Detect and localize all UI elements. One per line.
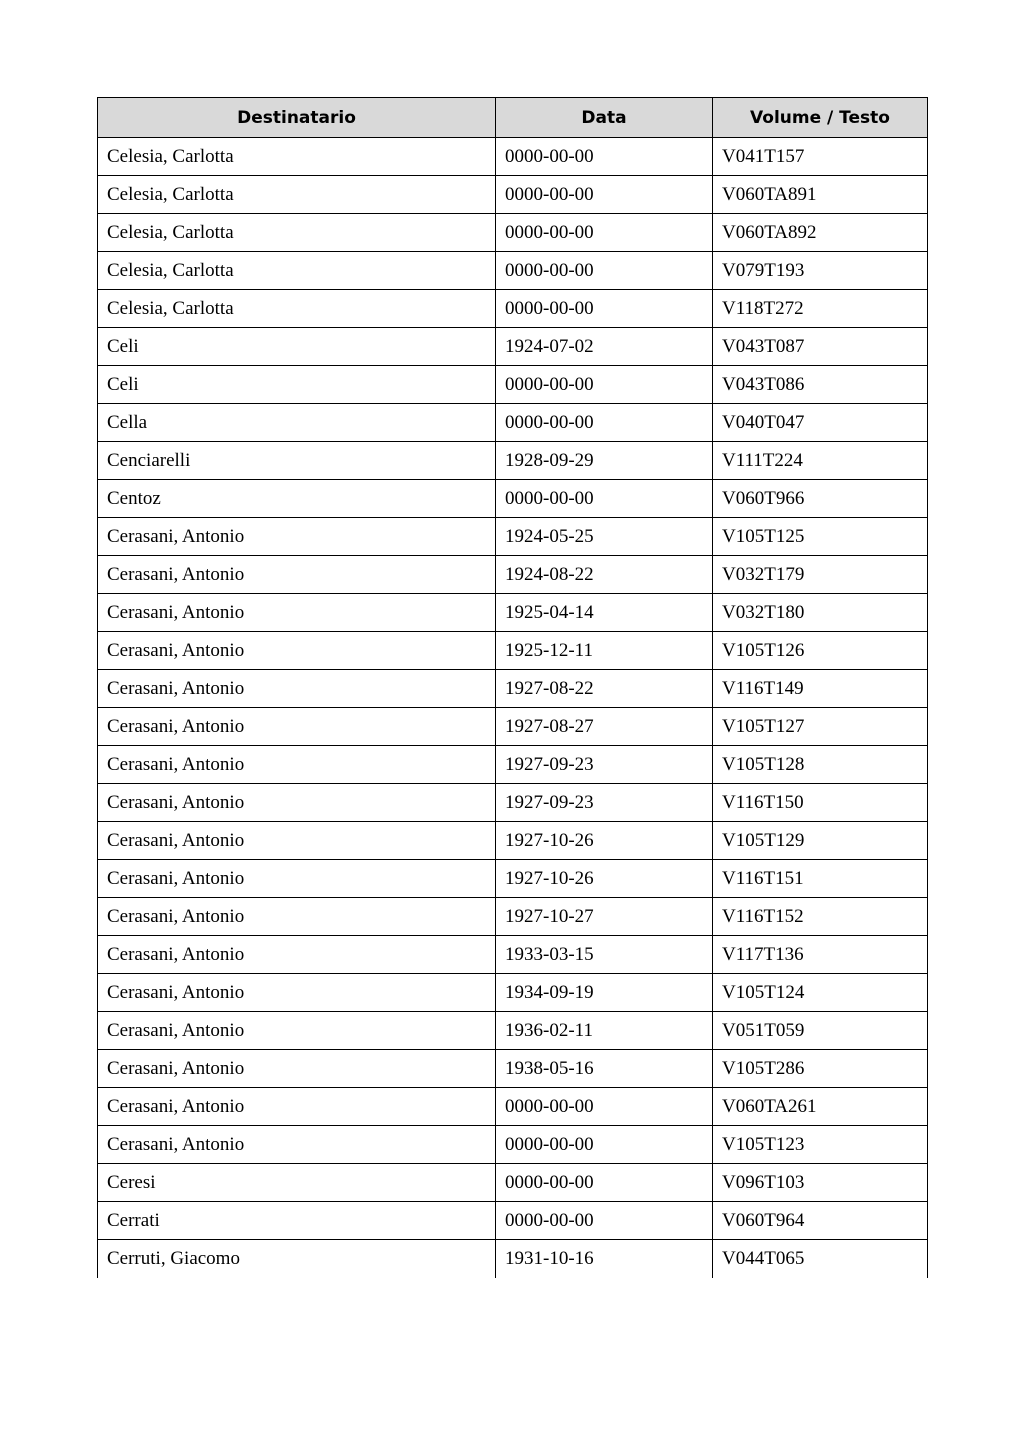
cell-date: 1927-08-27 [496, 708, 713, 746]
cell-date: 1927-10-27 [496, 898, 713, 936]
cell-volume-text: V105T123 [713, 1126, 928, 1164]
cell-volume-text: V032T180 [713, 594, 928, 632]
cell-date: 1934-09-19 [496, 974, 713, 1012]
cell-recipient: Cella [98, 404, 496, 442]
cell-date: 0000-00-00 [496, 1202, 713, 1240]
table-row [98, 556, 928, 594]
cell-date: 0000-00-00 [496, 1126, 713, 1164]
table-row [98, 1240, 928, 1278]
cell-volume-text: V105T286 [713, 1050, 928, 1088]
cell-date: 1925-04-14 [496, 594, 713, 632]
cell-volume-text: V044T065 [713, 1240, 928, 1278]
table-row [98, 898, 928, 936]
table-row [98, 974, 928, 1012]
cell-recipient: Celesia, Carlotta [98, 138, 496, 176]
cell-date: 0000-00-00 [496, 404, 713, 442]
cell-recipient: Cerasani, Antonio [98, 1126, 496, 1164]
table-row [98, 404, 928, 442]
table-row [98, 214, 928, 252]
cell-date: 1924-07-02 [496, 328, 713, 366]
cell-date: 1924-08-22 [496, 556, 713, 594]
cell-date: 0000-00-00 [496, 366, 713, 404]
cell-date: 1925-12-11 [496, 632, 713, 670]
cell-recipient: Cerasani, Antonio [98, 936, 496, 974]
cell-volume-text: V060T964 [713, 1202, 928, 1240]
cell-volume-text: V117T136 [713, 936, 928, 974]
cell-volume-text: V116T149 [713, 670, 928, 708]
table-row [98, 670, 928, 708]
cell-recipient: Cerruti, Giacomo [98, 1240, 496, 1278]
records-table [97, 97, 928, 1278]
table-header [98, 98, 928, 138]
cell-volume-text: V032T179 [713, 556, 928, 594]
table-row [98, 632, 928, 670]
table-row [98, 1050, 928, 1088]
cell-volume-text: V060TA261 [713, 1088, 928, 1126]
table-row [98, 708, 928, 746]
cell-recipient: Cerasani, Antonio [98, 974, 496, 1012]
cell-date: 0000-00-00 [496, 252, 713, 290]
cell-volume-text: V051T059 [713, 1012, 928, 1050]
cell-date: 0000-00-00 [496, 138, 713, 176]
cell-recipient: Celesia, Carlotta [98, 176, 496, 214]
cell-date: 0000-00-00 [496, 214, 713, 252]
cell-volume-text: V079T193 [713, 252, 928, 290]
table-body [98, 138, 928, 1278]
cell-date: 1927-10-26 [496, 860, 713, 898]
cell-date: 0000-00-00 [496, 1164, 713, 1202]
table-row [98, 366, 928, 404]
cell-volume-text: V118T272 [713, 290, 928, 328]
cell-date: 0000-00-00 [496, 480, 713, 518]
table-row [98, 746, 928, 784]
cell-recipient: Cerasani, Antonio [98, 1012, 496, 1050]
table-row [98, 442, 928, 480]
cell-recipient: Cerasani, Antonio [98, 898, 496, 936]
table-row [98, 176, 928, 214]
cell-volume-text: V105T124 [713, 974, 928, 1012]
cell-recipient: Cenciarelli [98, 442, 496, 480]
table-row [98, 480, 928, 518]
cell-date: 0000-00-00 [496, 290, 713, 328]
table-row [98, 518, 928, 556]
cell-volume-text: V060TA892 [713, 214, 928, 252]
cell-recipient: Cerasani, Antonio [98, 860, 496, 898]
cell-recipient: Cerasani, Antonio [98, 822, 496, 860]
header-volume-text: Volume / Testo [713, 98, 928, 138]
table-row [98, 1012, 928, 1050]
header-date: Data [496, 98, 713, 138]
cell-recipient: Cerasani, Antonio [98, 708, 496, 746]
cell-date: 0000-00-00 [496, 176, 713, 214]
cell-volume-text: V116T151 [713, 860, 928, 898]
cell-date: 1924-05-25 [496, 518, 713, 556]
cell-recipient: Celesia, Carlotta [98, 290, 496, 328]
table-row [98, 1088, 928, 1126]
table-row [98, 1202, 928, 1240]
cell-date: 1936-02-11 [496, 1012, 713, 1050]
cell-volume-text: V041T157 [713, 138, 928, 176]
table-row [98, 860, 928, 898]
cell-recipient: Cerasani, Antonio [98, 632, 496, 670]
cell-volume-text: V111T224 [713, 442, 928, 480]
cell-recipient: Cerasani, Antonio [98, 1050, 496, 1088]
table-row [98, 328, 928, 366]
cell-volume-text: V105T127 [713, 708, 928, 746]
cell-recipient: Celesia, Carlotta [98, 252, 496, 290]
cell-date: 1931-10-16 [496, 1240, 713, 1278]
cell-recipient: Centoz [98, 480, 496, 518]
cell-recipient: Cerasani, Antonio [98, 518, 496, 556]
cell-recipient: Cerasani, Antonio [98, 784, 496, 822]
cell-volume-text: V043T087 [713, 328, 928, 366]
cell-date: 1933-03-15 [496, 936, 713, 974]
cell-date: 1928-09-29 [496, 442, 713, 480]
cell-recipient: Ceresi [98, 1164, 496, 1202]
table-row [98, 822, 928, 860]
cell-volume-text: V105T126 [713, 632, 928, 670]
cell-recipient: Celi [98, 328, 496, 366]
cell-recipient: Cerasani, Antonio [98, 746, 496, 784]
table-row [98, 1126, 928, 1164]
cell-volume-text: V105T128 [713, 746, 928, 784]
cell-volume-text: V105T125 [713, 518, 928, 556]
cell-volume-text: V116T152 [713, 898, 928, 936]
table-row [98, 138, 928, 176]
cell-recipient: Cerasani, Antonio [98, 670, 496, 708]
cell-date: 1927-10-26 [496, 822, 713, 860]
table-row [98, 252, 928, 290]
header-recipient: Destinatario [98, 98, 496, 138]
cell-volume-text: V060T966 [713, 480, 928, 518]
cell-volume-text: V040T047 [713, 404, 928, 442]
cell-date: 0000-00-00 [496, 1088, 713, 1126]
header-row [98, 98, 928, 138]
cell-recipient: Cerasani, Antonio [98, 594, 496, 632]
cell-date: 1938-05-16 [496, 1050, 713, 1088]
cell-date: 1927-09-23 [496, 784, 713, 822]
cell-recipient: Celesia, Carlotta [98, 214, 496, 252]
cell-volume-text: V060TA891 [713, 176, 928, 214]
cell-volume-text: V116T150 [713, 784, 928, 822]
table-row [98, 936, 928, 974]
cell-recipient: Cerasani, Antonio [98, 556, 496, 594]
cell-recipient: Celi [98, 366, 496, 404]
table-row [98, 290, 928, 328]
cell-recipient: Cerrati [98, 1202, 496, 1240]
cell-date: 1927-09-23 [496, 746, 713, 784]
cell-volume-text: V043T086 [713, 366, 928, 404]
cell-volume-text: V096T103 [713, 1164, 928, 1202]
table-row [98, 784, 928, 822]
cell-date: 1927-08-22 [496, 670, 713, 708]
table-row [98, 594, 928, 632]
table-row [98, 1164, 928, 1202]
cell-volume-text: V105T129 [713, 822, 928, 860]
cell-recipient: Cerasani, Antonio [98, 1088, 496, 1126]
